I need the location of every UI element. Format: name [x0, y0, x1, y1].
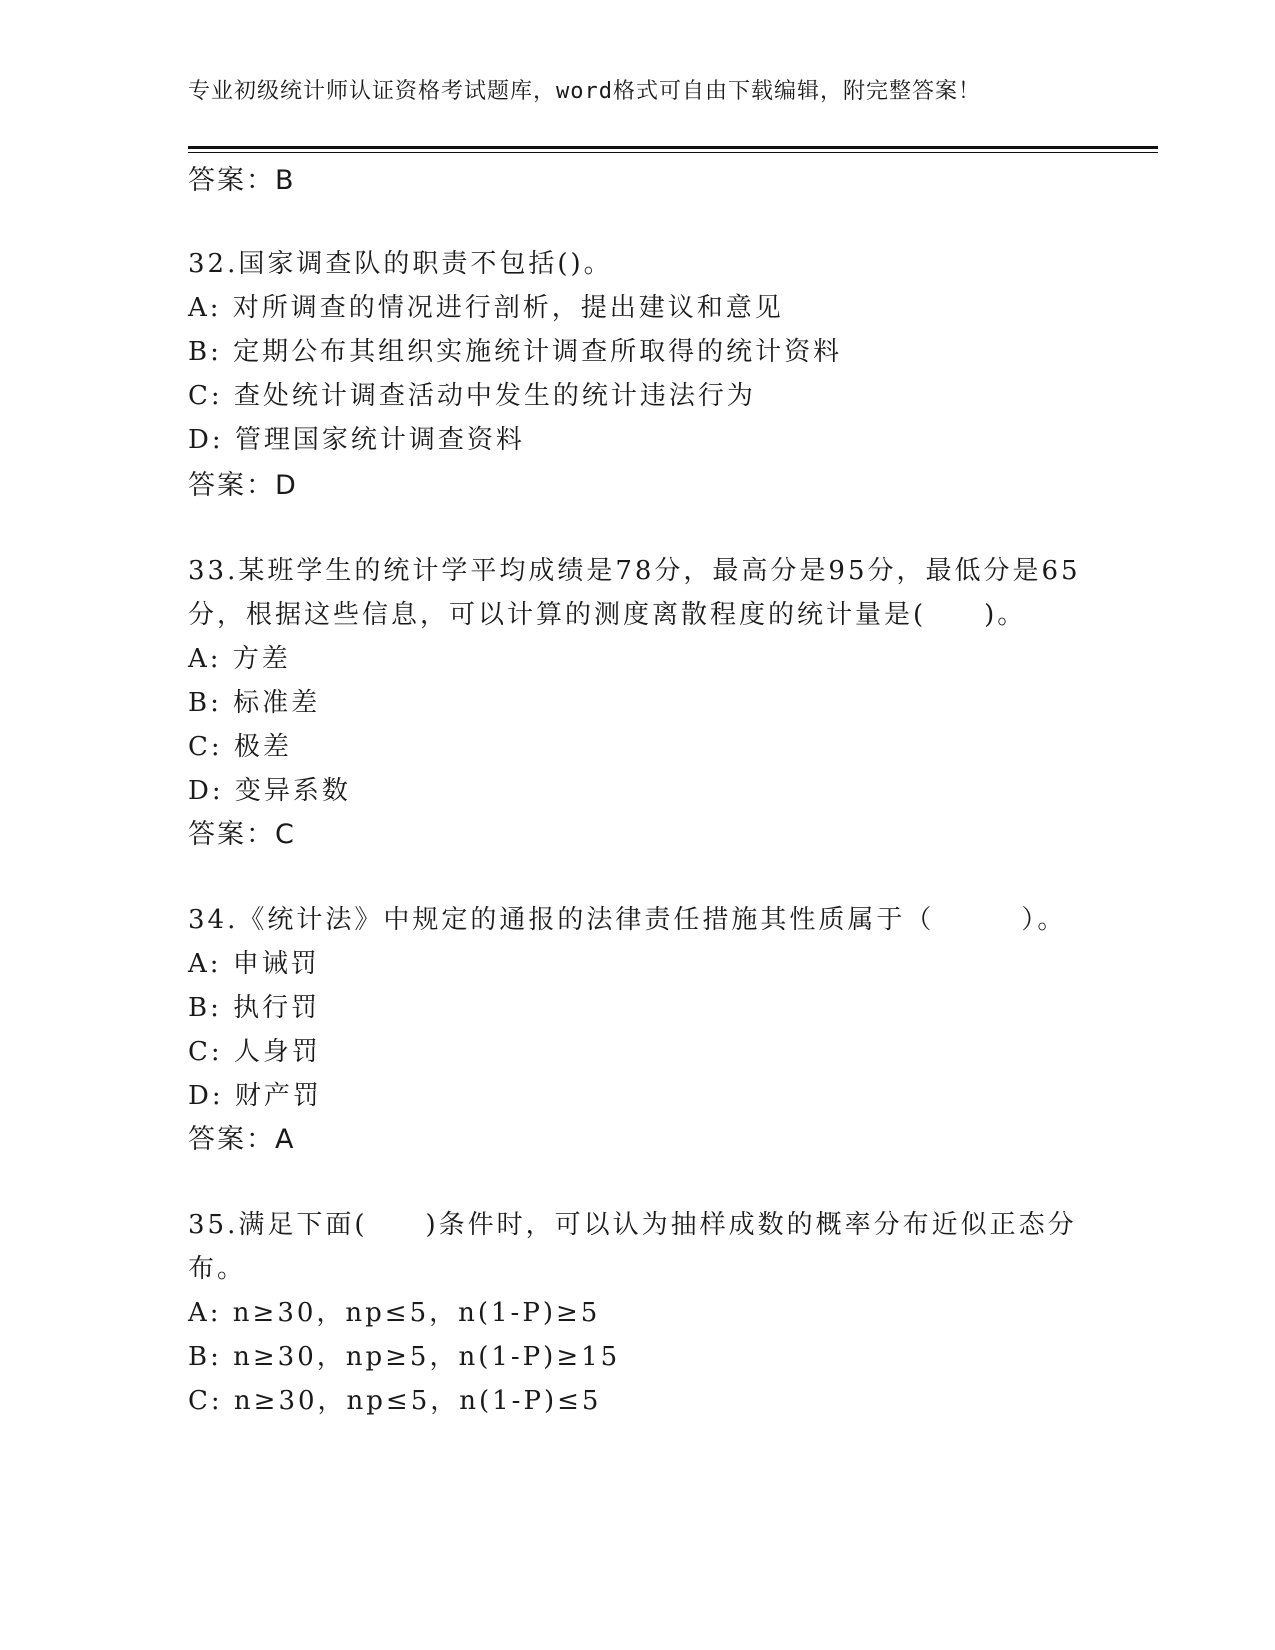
- question-32-stem: 32.国家调查队的职责不包括()。: [188, 249, 613, 279]
- question-33-answer: 答案：C: [188, 819, 296, 850]
- header-divider-thick: [188, 146, 1158, 149]
- question-32-option-b: B: 定期公布其组织实施统计调查所取得的统计资料: [188, 337, 843, 367]
- previous-answer: 答案：B: [188, 165, 296, 196]
- question-33-option-b: B: 标准差: [188, 688, 321, 718]
- question-33-option-a: A: 方差: [188, 644, 291, 674]
- question-34-stem: 34.《统计法》中规定的通报的法律责任措施其性质属于（ ）。: [188, 905, 1067, 935]
- question-33-stem-line-2: 分，根据这些信息，可以计算的测度离散程度的统计量是( )。: [188, 600, 1027, 630]
- question-32-option-a: A: 对所调查的情况进行剖析，提出建议和意见: [188, 293, 784, 323]
- question-33-option-d: D: 变异系数: [188, 776, 351, 806]
- question-33-option-c: C: 极差: [188, 732, 292, 762]
- question-34-option-d: D: 财产罚: [188, 1081, 322, 1111]
- question-34-answer: 答案：A: [188, 1124, 296, 1155]
- question-33-stem-line-1: 33.某班学生的统计学平均成绩是78分，最高分是95分，最低分是65: [188, 556, 1081, 586]
- question-35-stem-line-2: 布。: [188, 1254, 247, 1284]
- question-35-option-a: A: n≥30，np≤5，n(1-P)≥5: [188, 1298, 601, 1328]
- question-34-option-b: B: 执行罚: [188, 993, 321, 1023]
- question-32-option-d: D: 管理国家统计调查资料: [188, 425, 525, 455]
- question-32-answer: 答案：D: [188, 470, 298, 501]
- question-34-option-c: C: 人身罚: [188, 1037, 321, 1067]
- question-32-option-c: C: 查处统计调查活动中发生的统计违法行为: [188, 381, 756, 411]
- question-34-option-a: A: 申诫罚: [188, 949, 320, 979]
- page-header: 专业初级统计师认证资格考试题库，word格式可自由下载编辑，附完整答案！: [188, 79, 981, 104]
- question-35-stem-line-1: 35.满足下面( )条件时，可以认为抽样成数的概率分布近似正态分: [188, 1210, 1077, 1240]
- question-35-option-b: B: n≥30，np≥5，n(1-P)≥15: [188, 1342, 621, 1372]
- question-35-option-c: C: n≥30，np≤5，n(1-P)≤5: [188, 1386, 602, 1416]
- header-divider-thin: [188, 152, 1158, 153]
